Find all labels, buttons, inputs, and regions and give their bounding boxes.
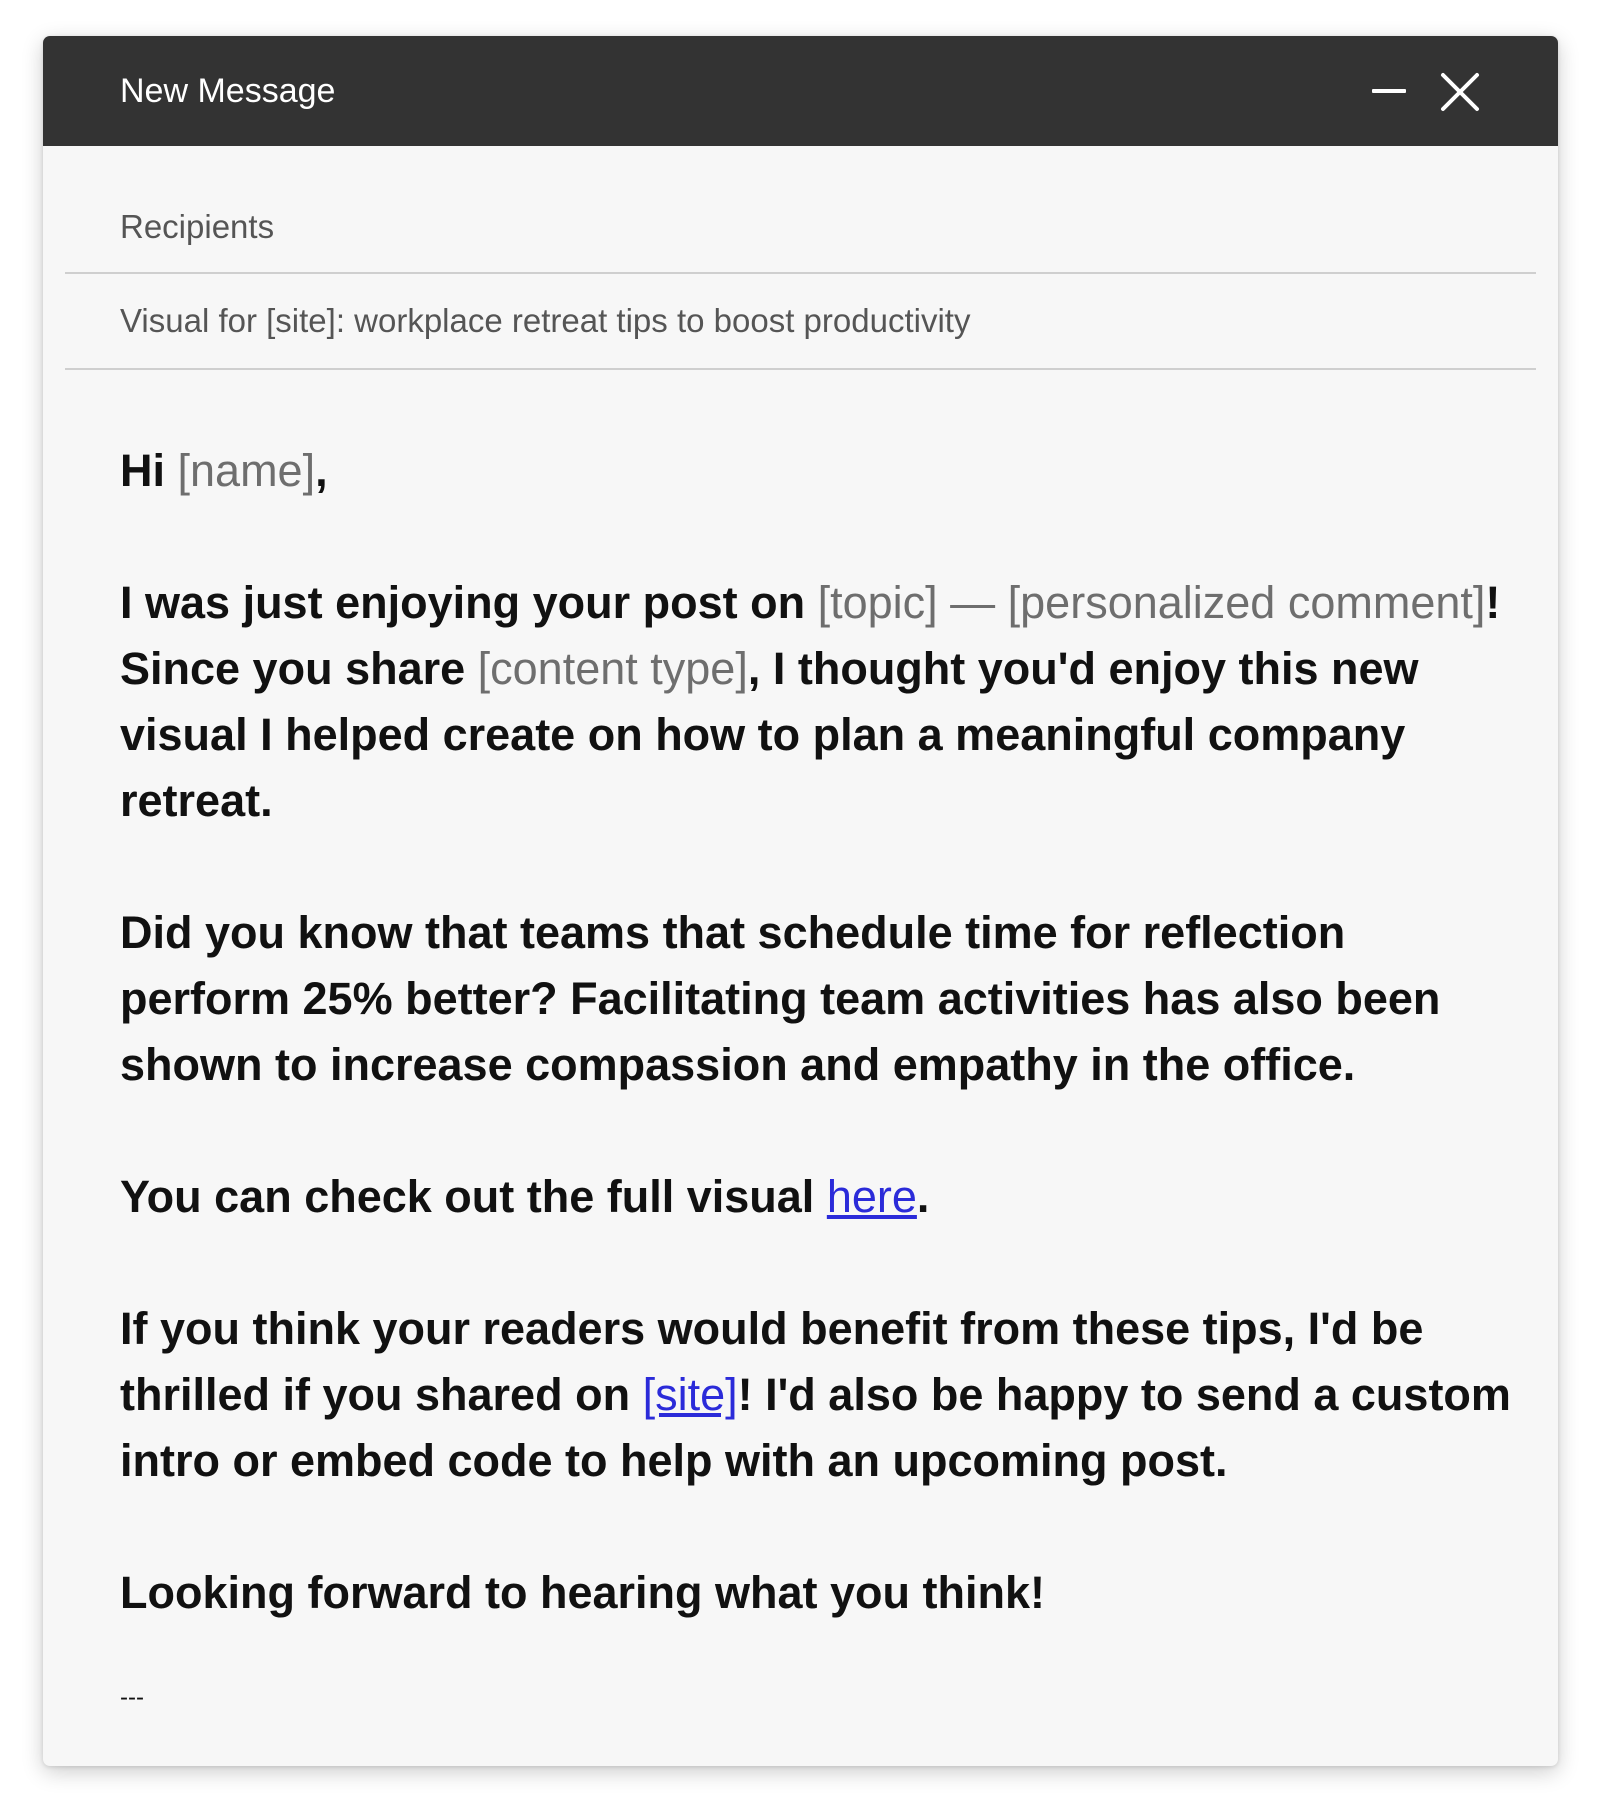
greeting-comma: , (315, 445, 328, 496)
subject-field[interactable] (65, 274, 1536, 370)
topic-placeholder: [topic] (817, 577, 938, 628)
recipients-field[interactable] (65, 146, 1536, 274)
intro-dash: — (937, 577, 1008, 628)
close-icon[interactable] (1436, 68, 1484, 116)
here-link[interactable]: here (826, 1171, 917, 1222)
minimize-icon[interactable] (1366, 74, 1410, 108)
greeting-paragraph (120, 438, 1520, 504)
compose-window (43, 36, 1558, 1766)
share-text-2: ! I'd also be happy to send a custom intro or embed code to help with an upcoming post. (120, 1369, 1511, 1486)
intro-text-1: I was just enjoying your post on (120, 577, 818, 628)
link-text-1: You can check out the full visual (120, 1171, 827, 1222)
link-paragraph (120, 1164, 1520, 1230)
greeting-text: Hi (120, 445, 178, 496)
signature-separator: --- (120, 1684, 144, 1711)
site-link[interactable]: [site] (642, 1369, 738, 1420)
share-text-1: If you think your readers would benefit from these tips, I'd be thrilled if you shared on (120, 1303, 1424, 1420)
content-type-placeholder: [content type] (477, 643, 748, 694)
stats-paragraph: Did you know that teams that schedule time for reflection perform 25% better? Facilitating team activities has also been shown to increase compassion and empathy in the office. (120, 907, 1441, 1090)
subject-text: Visual for [site]: workplace retreat tips to boost productivity (120, 302, 971, 339)
link-text-2: . (916, 1171, 930, 1222)
title-bar (43, 36, 1558, 146)
name-placeholder: [name] (177, 445, 316, 496)
window-title: New Message (120, 72, 336, 110)
intro-paragraph (120, 570, 1520, 834)
comment-placeholder: [personalized comment] (1007, 577, 1486, 628)
message-body[interactable] (120, 438, 1520, 1692)
share-paragraph (120, 1296, 1520, 1494)
recipients-placeholder: Recipients (120, 208, 275, 245)
intro-text-2: ! Since you share (120, 577, 1501, 694)
intro-text-3: , I thought you'd enjoy this new visual I helped create on how to plan a meaningful company retreat. (120, 643, 1419, 826)
closing-paragraph: Looking forward to hearing what you think! (120, 1567, 1045, 1618)
